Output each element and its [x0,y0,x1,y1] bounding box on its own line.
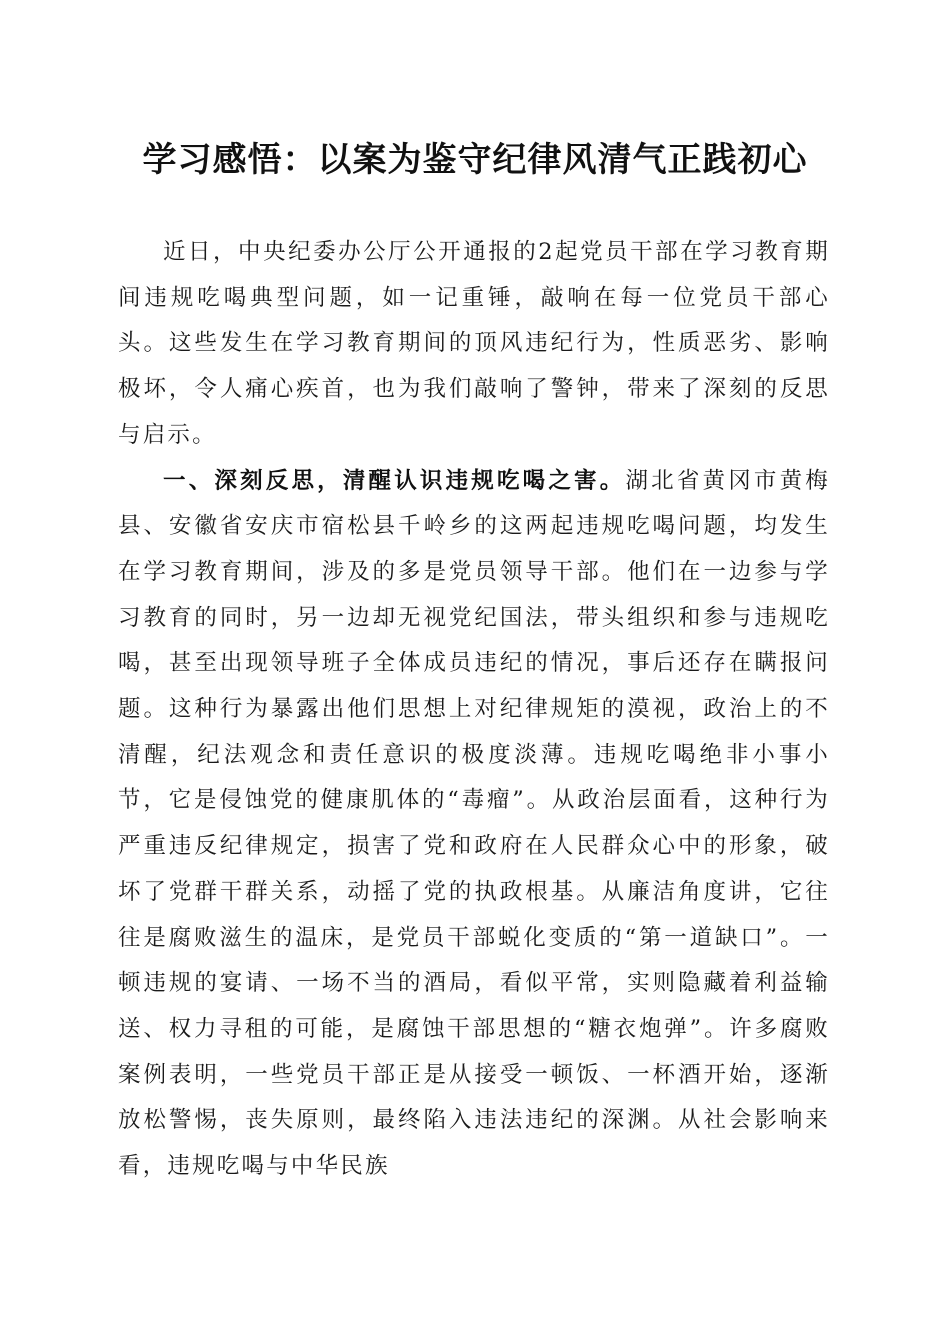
paragraph-text: 湖北省黄冈市黄梅县、安徽省安庆市宿松县千岭乡的这两起违规吃喝问题，均发生在学习教育期间，涉及的多是党员领导干部。他们在一边参与学习教育的同时，另一边却无视党纪国法，带头组织和参与违规吃喝，甚至出现领导班子全体成员违纪的情况，事后还存在瞒报问题。这种行为暴露出他们思想上对纪律规矩的漠视，政治上的不清醒，纪法观念和责任意识的极度淡薄。违规吃喝绝非小事小节，它是侵蚀党的健康肌体的“毒瘤”。从政治层面看，这种行为严重违反纪律规定，损害了党和政府在人民群众心中的形象，破坏了党群干群关系，动摇了党的执政根基。从廉洁角度讲，它往往是腐败滋生的温床，是党员干部蜕化变质的“第一道缺口”。一顿违规的宴请、一场不当的酒局，看似平常，实则隐藏着利益输送、权力寻租的可能，是腐蚀干部思想的“糖衣炮弹”。许多腐败案例表明，一些党员干部正是从接受一顿饭、一杯酒开始，逐渐放松警惕，丧失原则，最终陷入违法违纪的深渊。从社会影响来看，违规吃喝与中华民族 [118,467,830,1180]
paragraph-section-one [118,459,830,1190]
section-heading: 一、深刻反思，清醒认识违规吃喝之害。 [163,467,626,494]
paragraph-intro [118,230,830,459]
document-title: 学习感悟：以案为鉴守纪律风清气正践初心 [142,140,808,180]
document-body [118,230,830,1190]
paragraph-text: 近日，中央纪委办公厅公开通报的2起党员干部在学习教育期间违规吃喝典型问题，如一记重锤，敲响在每一位党员干部心头。这些发生在学习教育期间的顶风违纪行为，性质恶劣、影响极坏，令人痛心疾首，也为我们敲响了警钟，带来了深刻的反思与启示。 [118,239,830,448]
